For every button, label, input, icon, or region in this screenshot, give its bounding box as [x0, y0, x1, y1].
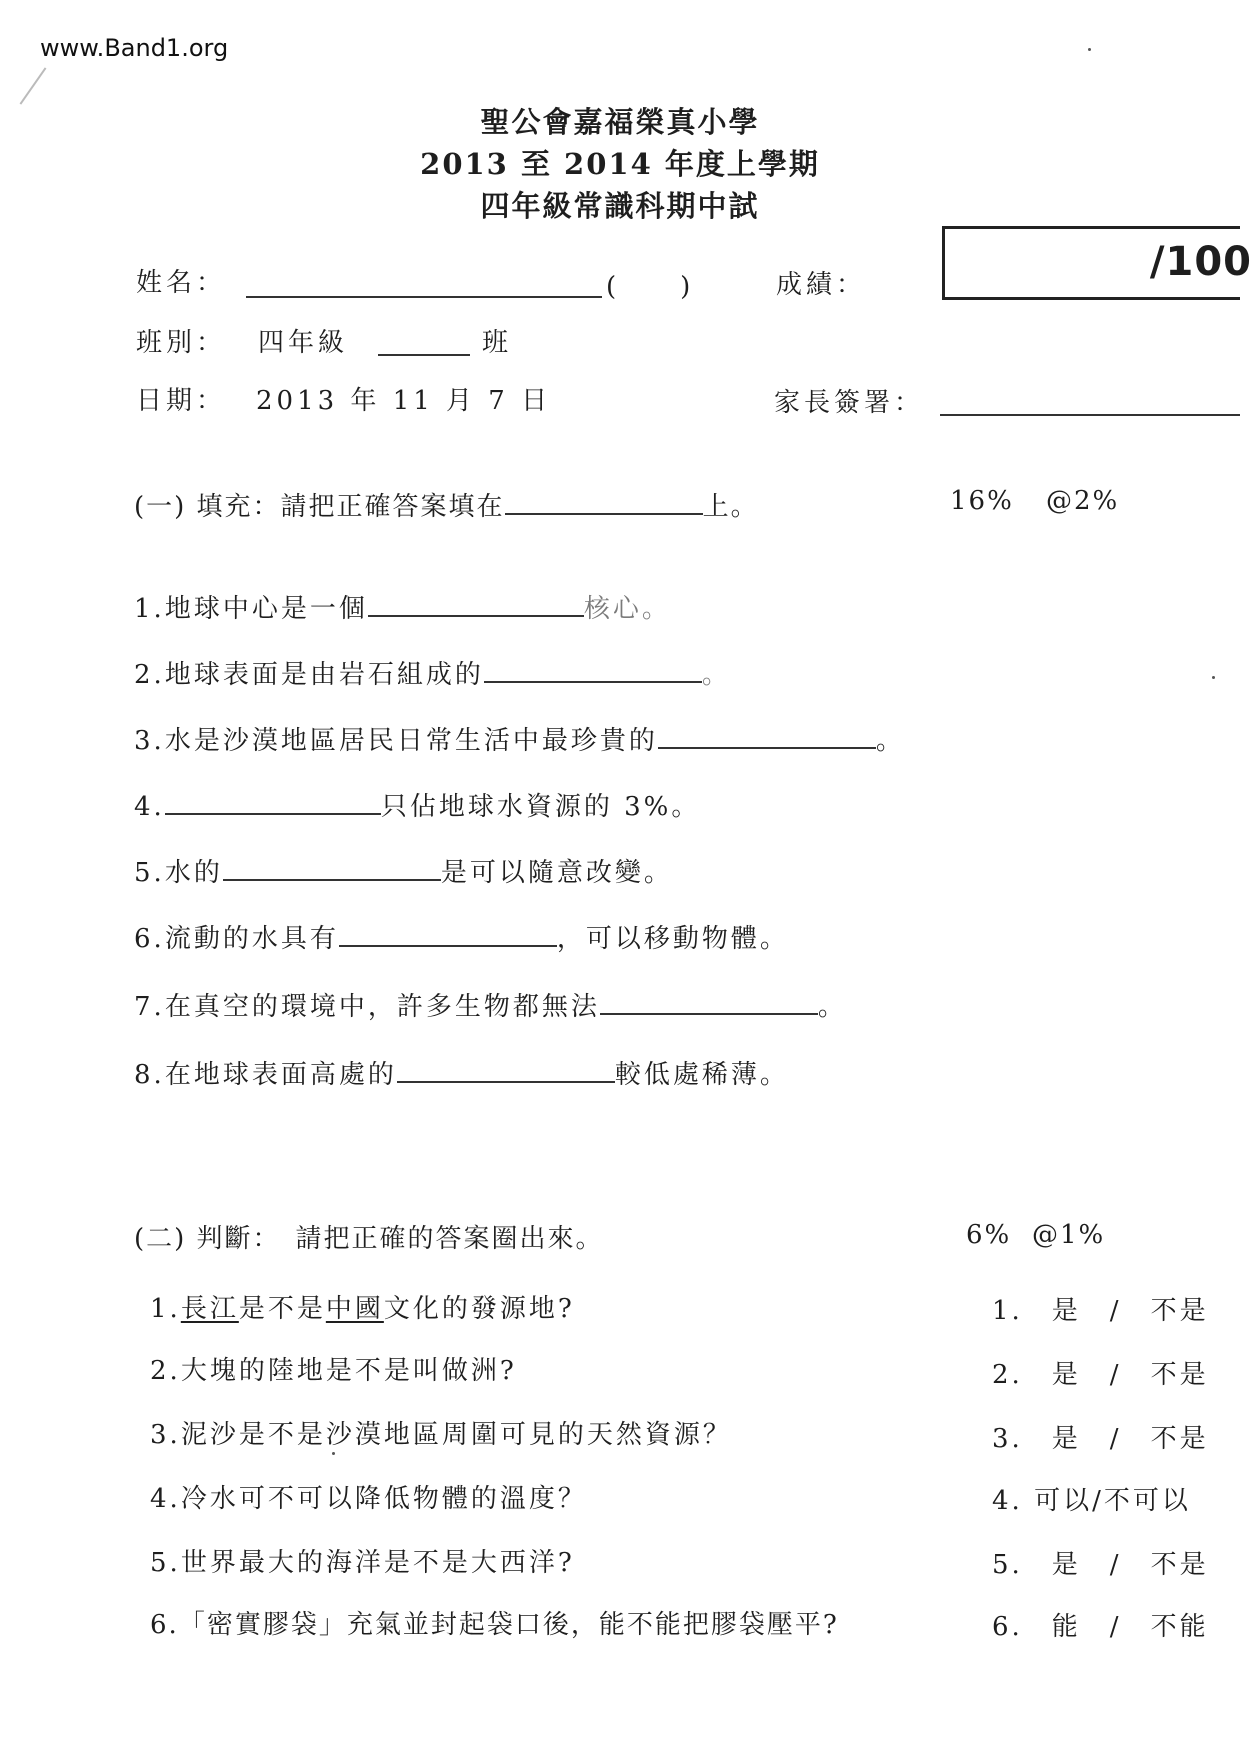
question-number: 4.: [134, 792, 165, 822]
judge-answer-1[interactable]: 1. 是 / 不是: [992, 1296, 1209, 1326]
fill-question-6: [134, 918, 789, 955]
school-name: 聖公會嘉福榮真小學: [480, 105, 760, 139]
name-field-line[interactable]: [246, 296, 602, 298]
parent-signature-label: 家長簽署：: [774, 388, 925, 418]
answer-blank[interactable]: [484, 655, 702, 683]
question-number: 5.: [134, 858, 165, 888]
question-text-post: 只佔地球水資源的 3%。: [380, 792, 701, 822]
judge-question-5: [150, 1542, 575, 1579]
parent-signature-line[interactable]: [940, 414, 1240, 416]
section2-marks: 6%: [966, 1220, 1012, 1250]
question-text: 大塊的陸地是不是叫做洲?: [180, 1356, 517, 1386]
section1-title-prefix: (一) 填充：請把正確答案填在: [134, 492, 505, 522]
question-number: 3.: [150, 1420, 181, 1450]
question-text-pre: 在地球表面高處的: [164, 1060, 397, 1090]
judge-answer-4[interactable]: 4. 可以/不可以: [992, 1486, 1191, 1516]
section1-title-blank: [505, 487, 703, 515]
question-number: 6.: [134, 924, 165, 954]
question-number: 1.: [150, 1294, 181, 1324]
section2-title: (二) 判斷： 請把正確的答案圈出來。: [134, 1224, 604, 1254]
student-number-paren: ( ): [606, 272, 695, 302]
question-text-pre: 水是沙漠地區居民日常生活中最珍貴的: [164, 726, 658, 756]
question-text-post: 。: [875, 726, 905, 756]
judge-question-2: [150, 1350, 517, 1387]
question-number: 4.: [150, 1484, 181, 1514]
question-number: 1.: [134, 594, 165, 624]
question-text-pre: 水的: [164, 858, 223, 888]
answer-blank[interactable]: [165, 787, 381, 815]
name-label: 姓名：: [136, 268, 227, 298]
question-number: 6.: [150, 1610, 179, 1640]
judge-answer-6[interactable]: 6. 能 / 不能: [992, 1612, 1209, 1642]
question-text: 泥沙是不是沙漠地區周圍可見的天然資源？: [180, 1420, 732, 1450]
judge-question-6: [150, 1604, 839, 1641]
question-text: 「密實膠袋」充氣並封起袋口後，能不能把膠袋壓平?: [178, 1610, 839, 1640]
section1-title: [134, 486, 759, 523]
answer-blank[interactable]: [658, 721, 876, 749]
watermark-url: www.Band1.org: [40, 34, 229, 62]
question-number: 2.: [150, 1356, 181, 1386]
term-title: 2013 至 2014 年度上學期: [420, 147, 820, 181]
judge-answer-5[interactable]: 5. 是 / 不是: [992, 1550, 1209, 1580]
score-label: 成績：: [776, 270, 867, 300]
question-text-pre: 地球表面是由岩石組成的: [164, 660, 484, 690]
answer-blank[interactable]: [339, 919, 557, 947]
question-number: 2.: [134, 660, 165, 690]
question-number: 7.: [134, 992, 165, 1022]
judge-answer-2[interactable]: 2. 是 / 不是: [992, 1360, 1209, 1390]
section1-marks: 16%: [950, 486, 1014, 516]
fill-question-3: [134, 720, 905, 757]
question-number: 5.: [150, 1548, 181, 1578]
class-label: 班別：: [136, 328, 227, 358]
fill-question-2: [134, 654, 731, 691]
question-text-post: 較低處稀薄。: [614, 1060, 789, 1090]
question-text-post: 是可以隨意改變。: [440, 858, 673, 888]
question-number: 8.: [134, 1060, 165, 1090]
section1-title-suffix: 上。: [702, 492, 759, 522]
question-text-post: 。: [701, 660, 731, 690]
question-text-part: 文化的發源地?: [383, 1294, 575, 1324]
judge-question-4: [150, 1478, 587, 1515]
date-label: 日期：: [136, 386, 227, 416]
scan-speck: [332, 1452, 335, 1455]
question-text-post: 核心。: [583, 594, 671, 624]
question-text-pre: 在真空的環境中，許多生物都無法: [164, 992, 600, 1022]
class-grade: 四年級: [258, 328, 349, 358]
question-text-post: 。: [817, 992, 847, 1022]
proper-noun-china: 中國: [325, 1294, 384, 1324]
fill-question-1: [134, 588, 671, 625]
class-suffix: 班: [482, 328, 513, 358]
section1-each: @2%: [1046, 486, 1120, 516]
judge-question-3: [150, 1414, 732, 1451]
question-text-pre: 流動的水具有: [164, 924, 339, 954]
answer-blank[interactable]: [368, 589, 584, 617]
score-box: [942, 226, 1252, 300]
section2-each: @1%: [1032, 1220, 1106, 1250]
judge-answer-3[interactable]: 3. 是 / 不是: [992, 1424, 1209, 1454]
question-text: 世界最大的海洋是不是大西洋?: [180, 1548, 575, 1578]
answer-blank[interactable]: [223, 853, 441, 881]
question-text-pre: 地球中心是一個: [164, 594, 368, 624]
date-value: 2013 年 11 月 7 日: [256, 386, 552, 416]
answer-blank[interactable]: [600, 987, 818, 1015]
answer-blank[interactable]: [397, 1055, 615, 1083]
question-text: 冷水可不可以降低物體的溫度？: [180, 1484, 587, 1514]
score-total: /100: [1149, 239, 1252, 285]
question-text-post: ，可以移動物體。: [556, 924, 789, 954]
proper-noun-changjiang: 長江: [180, 1294, 239, 1324]
scan-speck: [1088, 48, 1091, 51]
scan-speck: [1212, 676, 1215, 679]
exam-title: 四年級常識科期中試: [480, 189, 760, 223]
judge-question-1: [150, 1288, 575, 1325]
fill-question-8: [134, 1054, 789, 1091]
fill-question-4: [134, 786, 700, 823]
fill-question-5: [134, 852, 673, 889]
question-number: 3.: [134, 726, 165, 756]
fill-question-7: [134, 986, 847, 1023]
question-text-part: 是不是: [238, 1294, 326, 1324]
class-field-line[interactable]: [378, 354, 470, 356]
